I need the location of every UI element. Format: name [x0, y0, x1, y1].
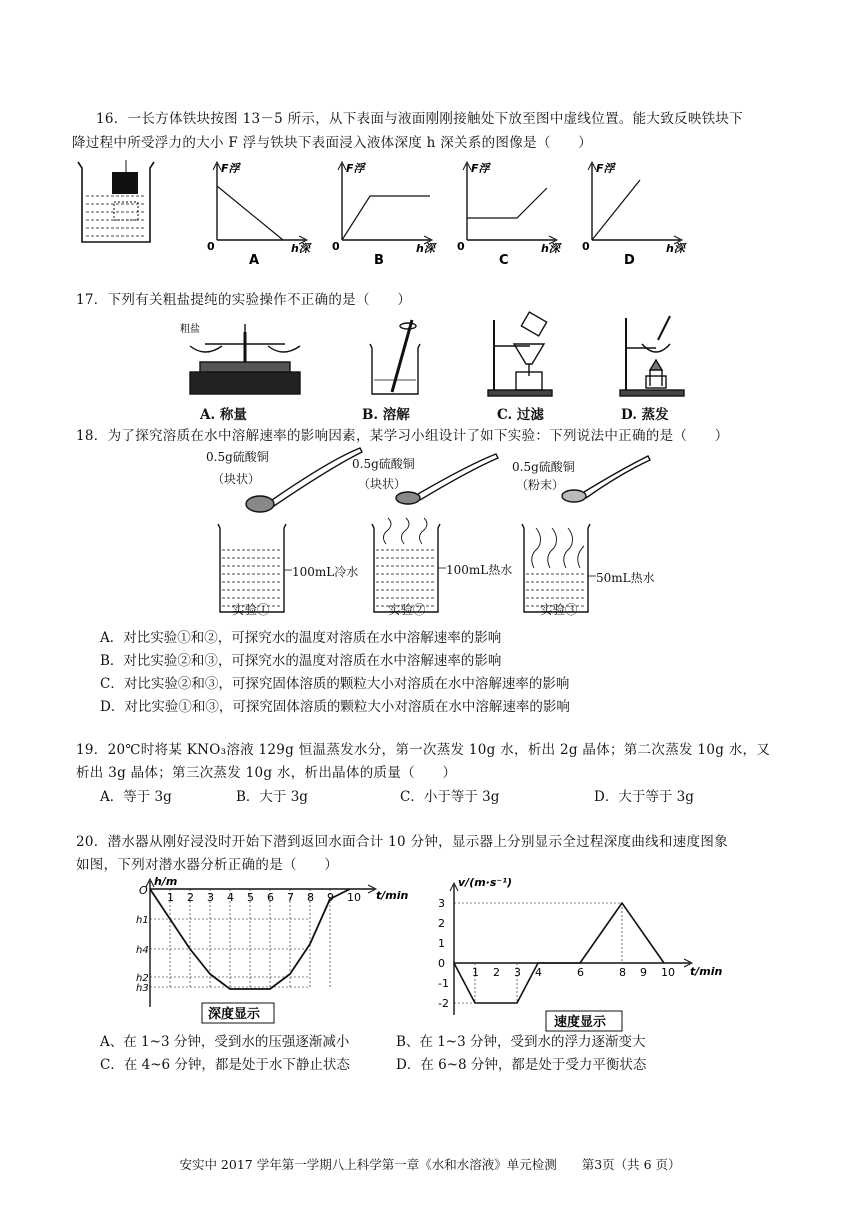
q18-option-b: B．对比实验②和③，可探究水的温度对溶质在水中溶解速率的影响 — [100, 653, 502, 669]
q19-option-b: B．大于 3g — [236, 789, 308, 805]
beaker3-caption: 实验③ — [540, 602, 578, 617]
balance-scale — [190, 324, 300, 394]
q17-caption-b: B. 溶解 — [362, 407, 410, 423]
y-axis-label: F浮 — [346, 162, 365, 175]
y-axis-label: h/m — [154, 875, 178, 888]
option-letter: B — [374, 253, 384, 268]
beaker1-water-label: 100mL冷水 — [292, 565, 359, 579]
q20-stem-line2: 如图，下列对潜水器分析正确的是（ ） — [76, 857, 339, 873]
filter-setup — [488, 312, 552, 396]
beaker-3 — [522, 524, 596, 612]
q16-graph-A — [207, 162, 312, 268]
q20-stem-line1: 20．潜水器从刚好浸没时开始下潜到返回水面合计 10 分钟，显示器上分别显示全过程深度曲线和速度图象 — [76, 834, 728, 850]
q20-option-b: B、在 1~3 分钟，受到水的浮力逐渐变大 — [396, 1034, 646, 1050]
y-tick-label: -2 — [438, 997, 449, 1010]
y-tick-label: 2 — [438, 917, 445, 930]
x-tick-label: 3 — [207, 891, 214, 904]
q16-stem-line2: 降过程中所受浮力的大小 F 浮与铁块下表面浸入液体深度 h 深关系的图像是（ ） — [72, 135, 593, 151]
q19-stem-line1: 19．20℃时将某 KNO₃溶液 129g 恒温蒸发水分，第一次蒸发 10g 水，析出 2g 晶体；第二次蒸发 10g 水，又 — [76, 742, 771, 758]
spoon-1 — [246, 448, 362, 512]
x-tick-label: 10 — [347, 891, 361, 904]
y-axis-label: F浮 — [596, 162, 615, 175]
y-tick-label: -1 — [438, 977, 449, 990]
q17-caption-d: D. 蒸发 — [621, 407, 669, 423]
origin-label: 0 — [332, 240, 340, 253]
q19-option-c: C．小于等于 3g — [400, 789, 500, 805]
x-tick-label: 3 — [514, 966, 521, 979]
option-letter: A — [249, 253, 260, 268]
spoon2-form: （块状） — [358, 477, 407, 491]
x-tick-label: 1 — [167, 891, 174, 904]
q18-spoons-and-beakers — [200, 440, 720, 580]
x-axis-label: h深 — [416, 242, 435, 255]
chart-title: 速度显示 — [554, 1015, 607, 1030]
x-tick-label: 4 — [535, 966, 542, 979]
y-tick-label: 3 — [438, 897, 445, 910]
x-tick-label: 10 — [661, 966, 675, 979]
speed-curve — [454, 903, 664, 1003]
speed-chart — [420, 875, 723, 1030]
q16-graph-group — [205, 160, 805, 270]
y-tick-label: h4 — [136, 945, 149, 956]
x-axis-label: t/min — [376, 889, 409, 902]
graph-line — [342, 196, 430, 240]
q16-graph-C — [457, 162, 562, 268]
x-tick-label: 2 — [187, 891, 194, 904]
y-tick-label: h2 — [136, 973, 149, 984]
spoon1-mass: 0.5g硫酸铜 — [206, 450, 269, 464]
q19-option-a: A．等于 3g — [100, 789, 172, 805]
x-axis-label: h深 — [541, 242, 560, 255]
q18-option-d: D．对比实验①和③，可探究固体溶质的颗粒大小对溶质在水中溶解速率的影响 — [100, 699, 570, 715]
x-tick-label: 6 — [267, 891, 274, 904]
q18-option-a: A．对比实验①和②，可探究水的温度对溶质在水中溶解速率的影响 — [100, 630, 502, 646]
q20-option-c: C．在 4~6 分钟，都是处于水下静止状态 — [100, 1057, 350, 1073]
x-axis-label: h深 — [666, 242, 685, 255]
y-axis-label: F浮 — [471, 162, 490, 175]
spoon2-mass: 0.5g硫酸铜 — [352, 457, 415, 471]
spoon1-form: （块状） — [212, 472, 261, 486]
q20-option-d: D．在 6~8 分钟，都是处于受力平衡状态 — [396, 1057, 647, 1073]
spoon-3 — [562, 456, 650, 502]
q17-stem: 17．下列有关粗盐提纯的实验操作不正确的是（ ） — [76, 292, 412, 308]
y-axis-label: v/(m·s⁻¹) — [458, 876, 513, 889]
beaker3-water-label: 50mL热水 — [596, 571, 655, 585]
spoon3-form: （粉末） — [516, 478, 565, 492]
q19-stem-line2: 析出 3g 晶体；第三次蒸发 10g 水，析出晶体的质量（ ） — [76, 765, 457, 781]
q16-beaker-figure — [76, 160, 156, 250]
x-tick-label: 6 — [577, 966, 584, 979]
q16-stem-line1: 16．一长方体铁块按图 13－5 所示，从下表面与液面刚刚接触处下放至图中虚线位置。能大致反映铁块下 — [96, 111, 744, 127]
y-tick-label: 1 — [438, 937, 445, 950]
x-tick-label: 9 — [640, 966, 647, 979]
beaker-1 — [218, 524, 292, 612]
page-footer: 安实中 2017 学年第一学期八上科学第一章《水和水溶液》单元检测 第3页（共 6 页） — [179, 1157, 681, 1172]
q16-graph-B — [332, 162, 437, 268]
chart-title: 深度显示 — [208, 1007, 261, 1022]
y-tick-label: h1 — [136, 915, 149, 926]
beaker2-caption: 实验② — [388, 602, 426, 617]
graph-line — [467, 188, 547, 218]
y-axis-label: F浮 — [221, 162, 240, 175]
origin-label: 0 — [457, 240, 465, 253]
q18-stem: 18．为了探究溶质在水中溶解速率的影响因素，某学习小组设计了如下实验：下列说法中正确的是（ ） — [76, 428, 729, 444]
balance-label: 粗盐 — [180, 324, 200, 335]
q20-option-a: A、在 1~3 分钟，受到水的压强逐渐减小 — [100, 1034, 350, 1050]
x-axis-label: t/min — [690, 965, 723, 978]
x-tick-label: 9 — [327, 891, 334, 904]
x-axis-label: h深 — [291, 242, 310, 255]
option-letter: C — [499, 253, 509, 268]
x-tick-label: 8 — [307, 891, 314, 904]
q16-graph-D — [582, 162, 687, 268]
q18-option-c: C．对比实验②和③，可探究固体溶质的颗粒大小对溶质在水中溶解速率的影响 — [100, 676, 570, 692]
x-tick-label: 1 — [472, 966, 479, 979]
x-tick-label: 4 — [227, 891, 234, 904]
evaporation-setup — [620, 316, 684, 396]
option-letter: D — [624, 253, 635, 268]
y-tick-label: h3 — [136, 983, 149, 994]
beaker2-water-label: 100mL热水 — [446, 563, 513, 577]
graph-line — [592, 180, 640, 240]
spoon-2 — [396, 454, 498, 504]
origin-label: 0 — [207, 240, 215, 253]
x-tick-label: 5 — [247, 891, 254, 904]
origin-label: O — [139, 884, 148, 897]
beaker1-caption: 实验① — [232, 602, 270, 617]
graph-line — [217, 186, 283, 240]
spoon3-mass: 0.5g硫酸铜 — [512, 460, 575, 474]
beaker-2 — [372, 518, 446, 612]
q17-caption-c: C. 过滤 — [497, 407, 544, 423]
y-tick-label: 0 — [438, 957, 445, 970]
q19-option-d: D．大于等于 3g — [594, 789, 694, 805]
dissolve-beaker — [370, 320, 420, 394]
origin-label: 0 — [582, 240, 590, 253]
q17-caption-a: A. 称量 — [200, 407, 247, 423]
x-tick-label: 2 — [493, 966, 500, 979]
x-tick-label: 7 — [287, 891, 294, 904]
depth-chart — [120, 875, 410, 1025]
x-tick-label: 8 — [619, 966, 626, 979]
